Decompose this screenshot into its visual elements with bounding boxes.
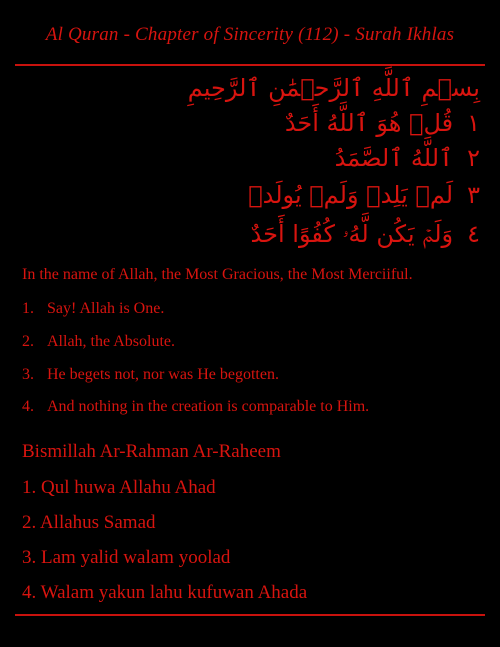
top-divider [15,64,485,66]
arabic-verse-text: قُلۡ هُوَ ٱللَّهُ أَحَدٌ [284,109,454,137]
arabic-verse-text: وَلَمۡ يَكُن لَّهُۥ كُفُوًا أَحَدٌ [250,220,454,248]
english-verse-text: Allah, the Absolute. [47,333,175,350]
transliteration-verse-4: 4. Walam yakun lahu kufuwan Ahada [22,582,308,603]
english-verse-text: Say! Allah is One. [47,300,165,317]
english-verse-number: 1. [22,300,34,317]
transliteration-bismillah: Bismillah Ar-Rahman Ar-Raheem [22,441,281,462]
arabic-verse-2 [335,146,480,170]
arabic-verse-1 [285,111,480,135]
english-verse-2 [22,333,175,351]
page-title: Al Quran - Chapter of Sincerity (112) - Surah Ikhlas [45,24,455,45]
arabic-verse-text: ٱللَّهُ ٱلصَّمَدُ [334,144,454,172]
english-verse-text: And nothing in the creation is comparable to Him. [47,398,370,415]
arabic-verse-4 [251,222,480,246]
english-verse-4 [22,398,369,416]
arabic-verse-number: ١ [467,109,480,137]
transliteration-verse-2: 2. Allahus Samad [22,512,156,533]
arabic-verse-text: لَمۡ يَلِدۡ وَلَمۡ يُولَدۡ [248,181,454,209]
arabic-verse-number: ٣ [467,181,480,209]
english-verse-number: 2. [22,333,34,350]
transliteration-verse-1: 1. Qul huwa Allahu Ahad [22,477,216,498]
transliteration-verse-3: 3. Lam yalid walam yoolad [22,547,231,568]
english-verse-text: He begets not, nor was He begotten. [47,366,279,383]
arabic-verse-3 [248,183,480,207]
arabic-verse-number: ٤ [467,220,480,248]
english-verse-number: 3. [22,366,34,383]
english-verse-number: 4. [22,398,34,415]
bottom-divider [15,614,485,616]
arabic-verse-number: ٢ [467,144,480,172]
english-verse-1 [22,300,164,318]
english-verse-3 [22,366,279,384]
english-bismillah: In the name of Allah, the Most Gracious, the Most Merciiful. [22,266,413,283]
arabic-bismillah: بِسۡمِ ٱللَّهِ ٱلرَّحۡمَٰنِ ٱلرَّحِيمِ [187,74,480,102]
